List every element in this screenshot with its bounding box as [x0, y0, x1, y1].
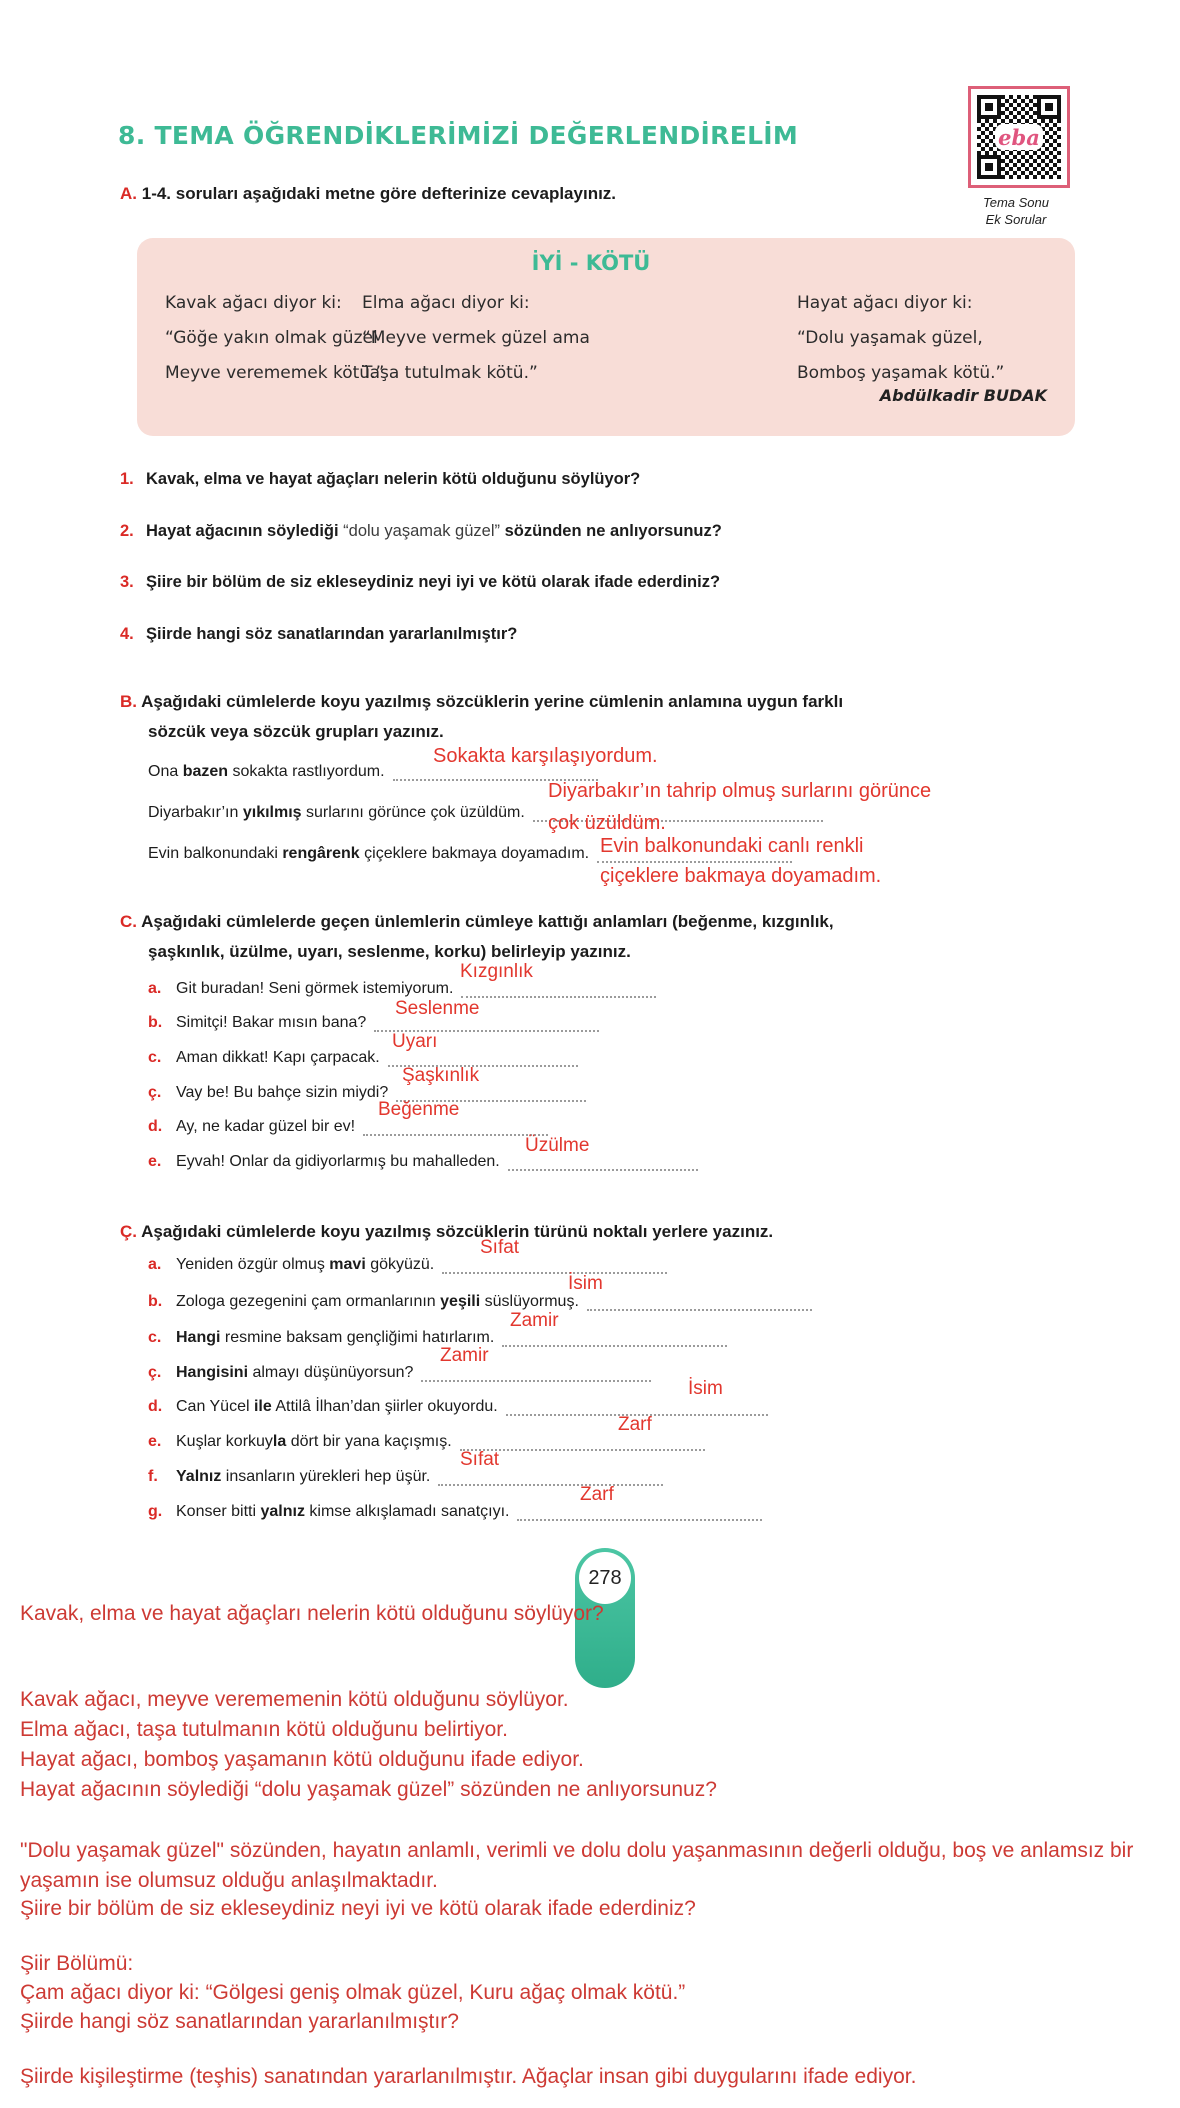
poem-column-kavak [165, 286, 384, 391]
item-letter: c. [148, 1049, 162, 1066]
item-letter: ç. [148, 1084, 162, 1101]
dotted-answer-line[interactable] [438, 1480, 663, 1486]
dotted-answer-line[interactable] [421, 1376, 651, 1382]
c-item-a: a. Git buradan! Seni görmek istemiyorum. Kızgınlık [120, 980, 656, 1000]
cc-item-cedilla: ç. Hangisini almayı düşünüyorsun? Zamir [120, 1364, 651, 1384]
question-text: Şiirde hangi söz sanatlarından yararlanılmıştır? [146, 625, 518, 643]
handwritten-answer: Evin balkonundaki canlı renkli [600, 835, 864, 857]
item-letter: c. [148, 1329, 162, 1346]
poem-line: Taşa tutulmak kötü.” [362, 363, 538, 383]
handwritten-answer: Seslenme [395, 998, 480, 1019]
qr-finder-top-left [977, 95, 1001, 119]
poem-line: Elma ağacı diyor ki: [362, 293, 530, 313]
item-letter: a. [148, 980, 162, 997]
question-4 [120, 625, 517, 644]
poem-column-elma [362, 286, 590, 391]
dotted-answer-line[interactable] [508, 1165, 698, 1171]
item-letter: g. [148, 1503, 163, 1520]
qr-block [968, 86, 1096, 228]
cc-item-c: c. Hangi resmine baksam gençliğimi hatırlarım. Zamir [120, 1329, 727, 1349]
bottom-answer-2: "Dolu yaşamak güzel" sözünden, hayatın anlamlı, verimli ve dolu dolu yaşanmasının değerli olduğu, boş ve anlamsız bir yaşamın ise olumsuz olduğu anlaşılmaktadır. [20, 1839, 1134, 1892]
bottom-answer-3-label: Şiir Bölümü: [20, 1952, 134, 1975]
question-number: 3. [120, 573, 134, 591]
section-cedilla-label: Ç. [120, 1222, 137, 1241]
handwritten-answer: İsim [568, 1273, 603, 1294]
question-2 [120, 522, 722, 541]
poem-line: Hayat ağacı diyor ki: [797, 293, 973, 313]
page-number: 278 [579, 1552, 631, 1604]
handwritten-answer: Diyarbakır’ın tahrip olmuş surlarını görünce [548, 780, 932, 802]
dotted-answer-line[interactable] [461, 992, 656, 998]
poem-title: İYİ - KÖTÜ [531, 251, 651, 275]
section-c-label: C. [120, 912, 137, 931]
c-item-cedilla: ç. Vay be! Bu bahçe sizin miydi? Şaşkınlık [120, 1084, 586, 1104]
poem-box [137, 238, 1075, 436]
bottom-question-3: Şiire bir bölüm de siz ekleseydiniz neyi iyi ve kötü olarak ifade ederdiniz? [20, 1897, 696, 1920]
cc-item-b: b. Zologa gezegenini çam ormanlarının yeşili süslüyormuş. İsim [120, 1293, 812, 1313]
poem-line: “Meyve vermek güzel ama [362, 328, 590, 348]
b-item-2: Diyarbakır’ın yıkılmış surlarını görünce çok üzüldüm. Diyarbakır’ın tahrip olmuş surlarını görünce çok üzüldüm. [148, 780, 932, 834]
item-letter: d. [148, 1398, 163, 1415]
poem-author: Abdülkadir BUDAK [879, 386, 1047, 405]
item-letter: f. [148, 1468, 158, 1485]
handwritten-answer: çiçeklere bakmaya doyamadım. [600, 865, 882, 887]
item-letter: a. [148, 1256, 162, 1273]
item-letter: e. [148, 1433, 162, 1450]
handwritten-answer: Sokakta karşılaşıyordum. [433, 745, 658, 767]
section-b-label: B. [120, 692, 137, 711]
handwritten-answer: Beğenme [378, 1099, 460, 1120]
page-title: 8. TEMA ÖĞRENDİKLERİMİZİ DEĞERLENDİRELİM [118, 120, 799, 150]
handwritten-answer: Sıfat [460, 1449, 500, 1470]
poem-column-hayat [797, 286, 1004, 391]
handwritten-answer: Üzülme [525, 1135, 590, 1156]
handwritten-answer: Zamir [440, 1345, 489, 1366]
qr-caption-line2: Ek Sorular [985, 212, 1047, 227]
eba-logo: eba [998, 125, 1040, 150]
dotted-answer-line[interactable] [442, 1268, 667, 1274]
question-number: 4. [120, 625, 134, 643]
item-letter: b. [148, 1014, 163, 1031]
handwritten-answer: Uyarı [392, 1031, 438, 1052]
bottom-answer-4: Şiirde kişileştirme (teşhis) sanatından yararlanılmıştır. Ağaçlar insan gibi duygularını ifade ediyor. [20, 2065, 917, 2088]
qr-finder-bottom-left [977, 155, 1001, 179]
question-text: Hayat ağacının söylediği “dolu yaşamak güzel” sözünden ne anlıyorsunuz? [146, 522, 722, 540]
c-item-b: b. Simitçi! Bakar mısın bana? Seslenme [120, 1014, 599, 1034]
poem-line: Bomboş yaşamak kötü.” [797, 363, 1005, 383]
question-number: 1. [120, 470, 134, 488]
dotted-answer-line[interactable] [587, 1305, 812, 1311]
b-item-1: Ona bazen sokakta rastlıyordum. Sokakta karşılaşıyordum. [148, 745, 658, 780]
cc-item-e: e. Kuşlar korkuyla dört bir yana kaçışmış. Zarf [120, 1433, 705, 1453]
handwritten-answer: Zarf [618, 1414, 652, 1435]
poem-line: “Göğe yakın olmak güzel [165, 328, 378, 348]
section-b-heading-line2: sözcük veya sözcük grupları yazınız. [148, 722, 444, 741]
poem-line: Meyve verememek kötü.” [165, 363, 385, 383]
qr-caption-line1: Tema Sonu [982, 195, 1049, 210]
bottom-answer-1-line2: Elma ağacı, taşa tutulmanın kötü olduğunu belirtiyor. [20, 1718, 508, 1741]
section-c-heading: C. Aşağıdaki cümlelerde geçen ünlemlerin cümleye kattığı anlamları (beğenme, kızgınlık, [120, 912, 834, 931]
instruction-a-label: A. [120, 184, 137, 203]
cc-item-d: d. Can Yücel ile Attilâ İlhan’dan şiirler okuyordu. İsim [120, 1398, 768, 1418]
qr-code [968, 86, 1070, 188]
c-item-c: c. Aman dikkat! Kapı çarpacak. Uyarı [120, 1049, 578, 1069]
c-item-e: e. Eyvah! Onlar da gidiyorlarmış bu mahalleden. Üzülme [120, 1153, 698, 1173]
dotted-answer-line[interactable] [517, 1515, 762, 1521]
handwritten-answer: Kızgınlık [460, 961, 533, 982]
question-number: 2. [120, 522, 134, 540]
instruction-a [120, 184, 616, 204]
handwritten-answer: İsim [688, 1378, 723, 1399]
section-b-heading: B. Aşağıdaki cümlelerde koyu yazılmış sözcüklerin yerine cümlenin anlamına uygun farklı [120, 692, 844, 711]
question-3 [120, 573, 720, 592]
item-letter: ç. [148, 1364, 162, 1381]
bottom-answer-3: Çam ağacı diyor ki: “Gölgesi geniş olmak güzel, Kuru ağaç olmak kötü.” [20, 1981, 686, 2004]
item-letter: b. [148, 1293, 163, 1310]
question-text: Kavak, elma ve hayat ağaçları nelerin kötü olduğunu söylüyor? [146, 470, 641, 488]
handwritten-answer: Zamir [510, 1310, 559, 1331]
handwritten-answer: Şaşkınlık [402, 1065, 480, 1086]
section-cedilla-heading: Ç. Aşağıdaki cümlelerde koyu yazılmış sözcüklerin türünü noktalı yerlere yazınız. [120, 1222, 774, 1241]
qr-finder-top-right [1037, 95, 1061, 119]
instruction-a-text: 1-4. soruları aşağıdaki metne göre defterinize cevaplayınız. [141, 184, 617, 203]
cc-item-g: g. Konser bitti yalnız kimse alkışlamadı sanatçıyı. Zarf [120, 1503, 762, 1523]
handwritten-answer: Zarf [580, 1484, 614, 1505]
item-letter: d. [148, 1118, 163, 1135]
bottom-answer-1-line1: Kavak ağacı, meyve verememenin kötü olduğunu söylüyor. [20, 1688, 569, 1711]
cc-item-f: f. Yalnız insanların yürekleri hep üşür. Sıfat [120, 1468, 663, 1488]
poem-line: “Dolu yaşamak güzel, [797, 328, 983, 348]
question-text: Şiire bir bölüm de siz ekleseydiniz neyi iyi ve kötü olarak ifade ederdiniz? [146, 573, 721, 591]
handwritten-answer: Sıfat [480, 1237, 520, 1258]
question-1 [120, 470, 640, 489]
dotted-answer-line[interactable] [363, 1130, 548, 1136]
item-letter: e. [148, 1153, 162, 1170]
cc-item-a: a. Yeniden özgür olmuş mavi gökyüzü. Sıfat [120, 1256, 667, 1276]
bottom-answer-1-line3: Hayat ağacı, bomboş yaşamanın kötü olduğunu ifade ediyor. [20, 1748, 584, 1771]
section-c-heading-line2: şaşkınlık, üzülme, uyarı, seslenme, korku) belirleyip yazınız. [148, 942, 631, 961]
c-item-d: d. Ay, ne kadar güzel bir ev! Beğenme [120, 1118, 548, 1138]
dotted-answer-line[interactable] [502, 1341, 727, 1347]
b-item-3: Evin balkonundaki rengârenk çiçeklere bakmaya doyamadım. Evin balkonundaki canlı renkli çiçeklere bakmaya doyamadım. [148, 835, 882, 887]
handwritten-answer: çok üzüldüm. [548, 812, 666, 834]
bottom-question-4: Şiirde hangi söz sanatlarından yararlanılmıştır? [20, 2010, 459, 2033]
bottom-question-2: Hayat ağacının söylediği “dolu yaşamak güzel” sözünden ne anlıyorsunuz? [20, 1778, 717, 1801]
bottom-question-1: Kavak, elma ve hayat ağaçları nelerin kötü olduğunu söylüyor? [20, 1602, 604, 1625]
poem-line: Kavak ağacı diyor ki: [165, 293, 342, 313]
